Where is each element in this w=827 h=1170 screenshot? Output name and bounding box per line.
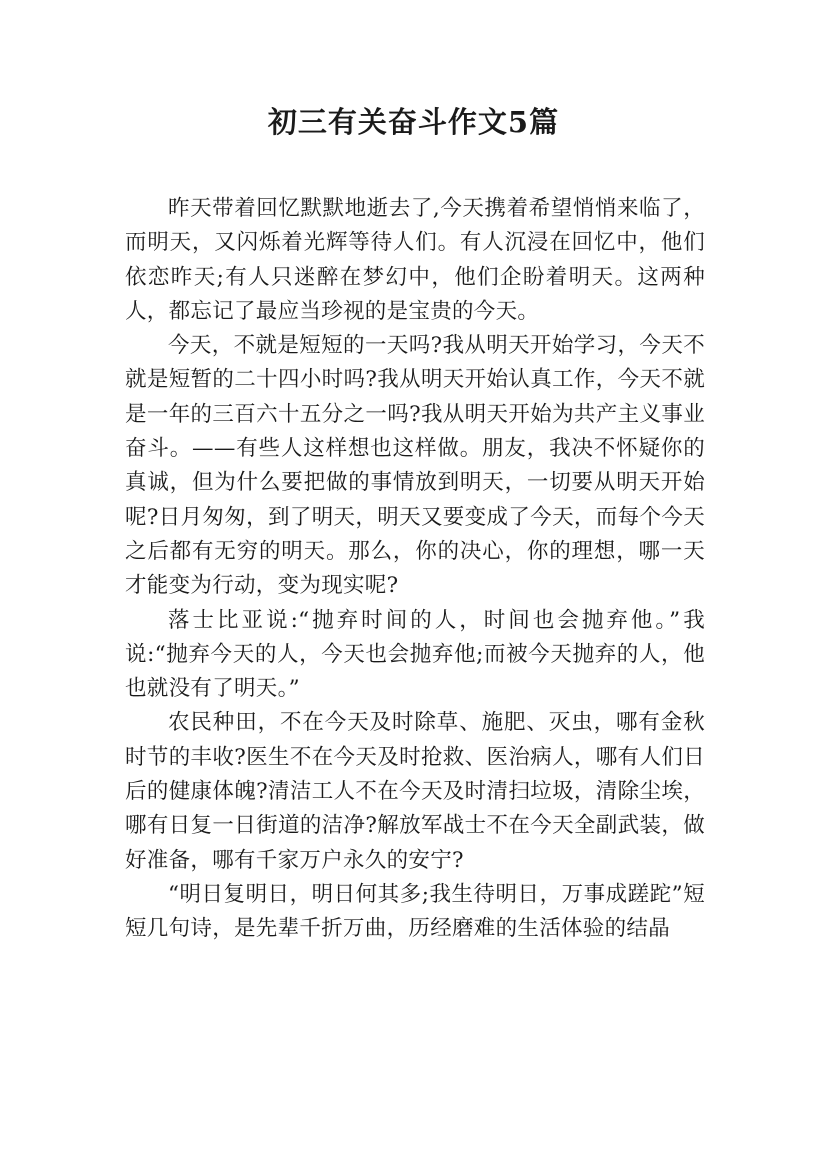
paragraph-2: 今天，不就是短短的一天吗?我从明天开始学习，今天不就是短暂的二十四小时吗?我从明天开始认真工作，今天不就是一年的三百六十五分之一吗?我从明天开始为共产主义事业奋斗。——有些人这样想也这样做。朋友，我决不怀疑你的真诚，但为什么要把做的事情放到明天，一切要从明天开始呢?日月匆匆，到了明天，明天又要变成了今天，而每个今天之后都有无穷的明天。那么，你的决心，你的理想，哪一天才能变为行动，变为现实呢?	[125, 333, 705, 599]
paragraph-3: 落士比亚说:“抛弃时间的人，时间也会抛弃他。”我说:“抛弃今天的人，今天也会抛弃他;而被今天抛弃的人，他也就没有了明天。”	[125, 607, 705, 702]
paragraph-4: 农民种田，不在今天及时除草、施肥、灭虫，哪有金秋时节的丰收?医生不在今天及时抢救、医治病人，哪有人们日后的健康体魄?清洁工人不在今天及时清扫垃圾，清除尘埃，哪有日复一日街道的洁净?解放军战士不在今天全副武装，做好准备，哪有千家万户永久的安宁?	[125, 710, 705, 873]
document-body	[125, 192, 705, 947]
document-title: 初三有关奋斗作文5篇	[267, 105, 560, 139]
paragraph-5: “明日复明日，明日何其多;我生待明日，万事成蹉跎”短短几句诗，是先辈千折万曲，历经磨难的生活体验的结晶	[125, 881, 705, 942]
paragraph-1: 昨天带着回忆默默地逝去了,今天携着希望悄悄来临了，而明天，又闪烁着光辉等待人们。有人沉浸在回忆中，他们依恋昨天;有人只迷醉在梦幻中，他们企盼着明天。这两种人，都忘记了最应当珍视的是宝贵的今天。	[125, 196, 705, 324]
